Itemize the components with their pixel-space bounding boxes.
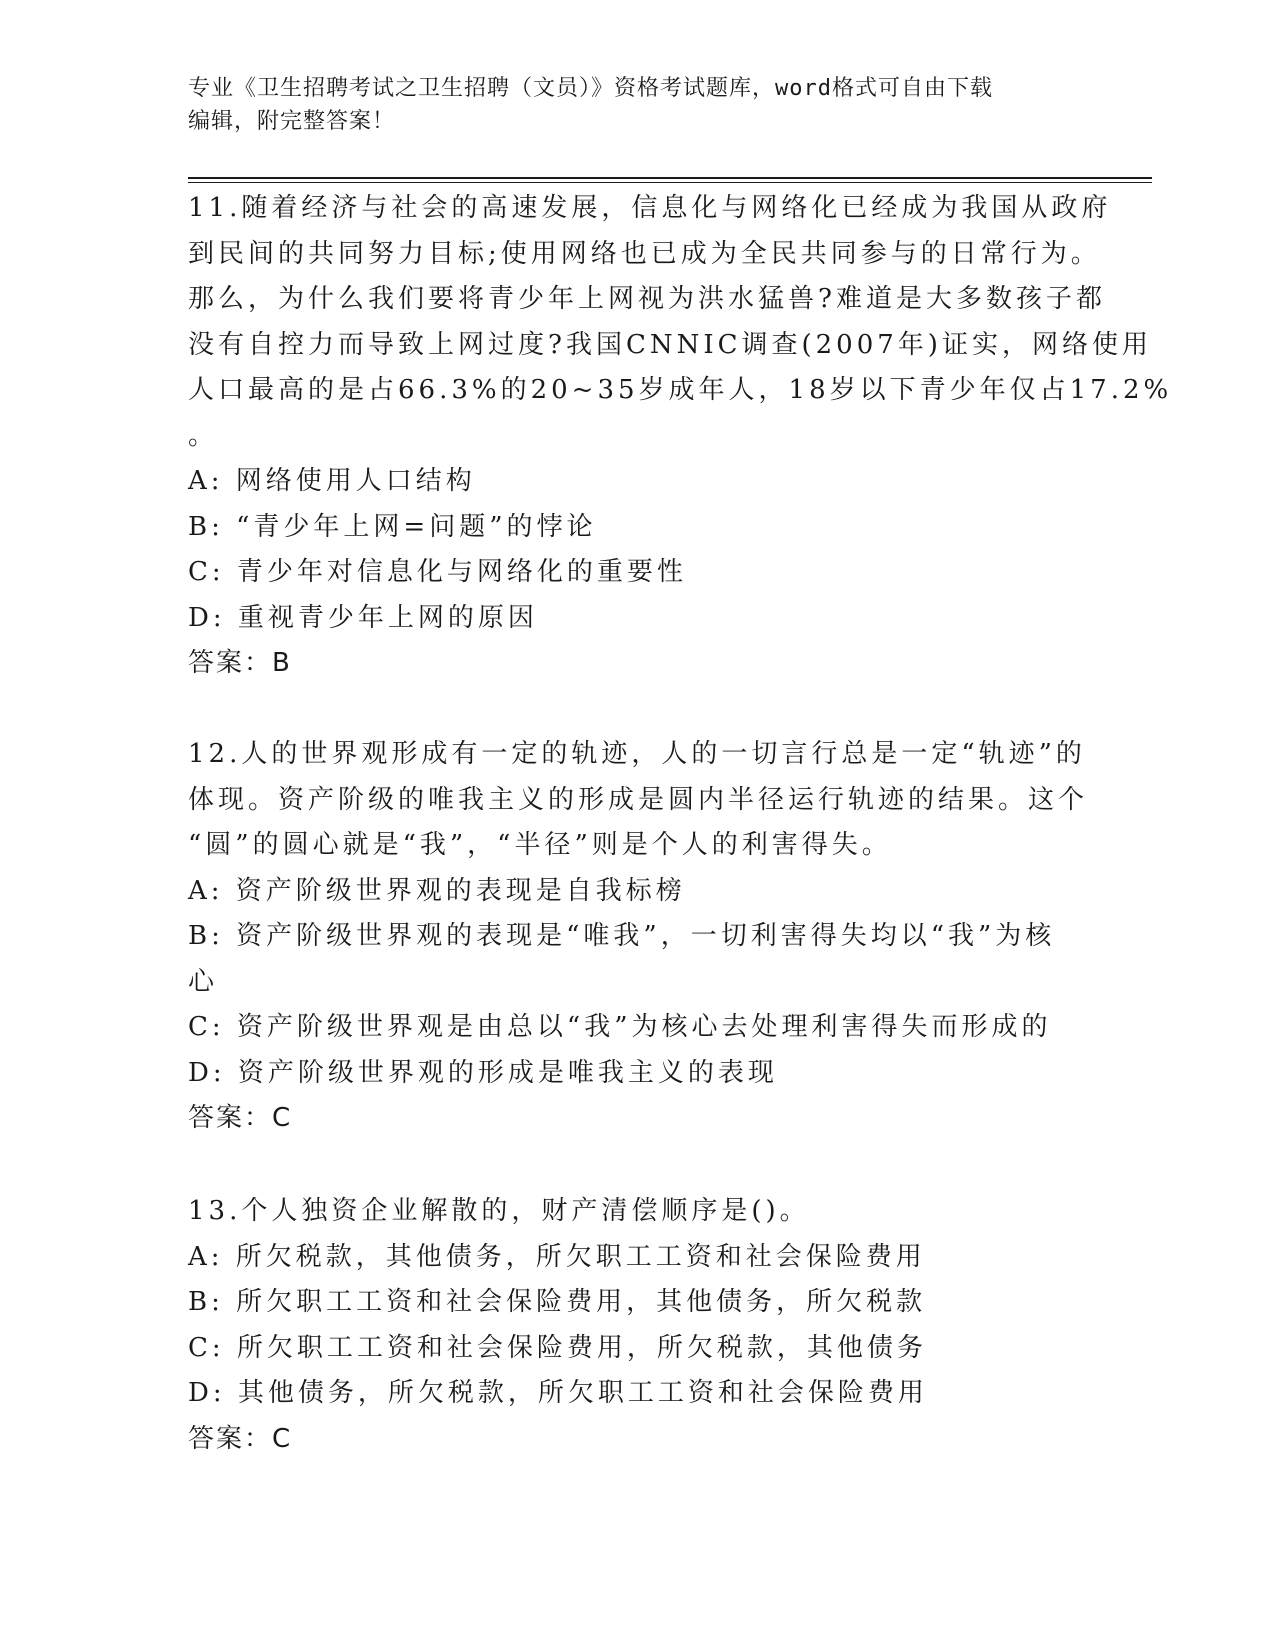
option-d: D: 资产阶级世界观的形成是唯我主义的表现 — [188, 1057, 778, 1088]
option-a: A: 网络使用人口结构 — [188, 466, 476, 496]
document-header — [188, 72, 1068, 138]
answer-label: 答案：C — [188, 1103, 293, 1133]
option-c: C: 青少年对信息化与网络化的重要性 — [188, 557, 687, 587]
question-stem-line: “圆”的圆心就是“我”，“半径”则是个人的利害得失。 — [188, 830, 892, 860]
answer-label: 答案：B — [188, 648, 292, 678]
question-stem-line: 11.随着经济与社会的高速发展，信息化与网络化已经成为我国从政府 — [188, 193, 1112, 223]
option-c: C: 所欠职工工资和社会保险费用，所欠税款，其他债务 — [188, 1332, 927, 1363]
header-rule-thin — [188, 182, 1152, 183]
option-d: D: 重视青少年上网的原因 — [188, 602, 538, 633]
header-line-1: 专业《卫生招聘考试之卫生招聘（文员）》资格考试题库，word格式可自由下载 — [188, 76, 993, 101]
header-line-2: 编辑，附完整答案！ — [188, 109, 396, 134]
option-d: D: 其他债务，所欠税款，所欠职工工资和社会保险费用 — [188, 1378, 928, 1408]
option-b-continued: 心 — [188, 966, 219, 997]
question-stem-line: 12.人的世界观形成有一定的轨迹，人的一切言行总是一定“轨迹”的 — [188, 739, 1086, 769]
question-stem-line: 。 — [188, 420, 219, 451]
question-12 — [188, 732, 1088, 1142]
option-b: B: 所欠职工工资和社会保险费用，其他债务，所欠税款 — [188, 1287, 927, 1317]
question-stem-line: 体现。资产阶级的唯我主义的形成是圆内半径运行轨迹的结果。这个 — [188, 784, 1089, 815]
question-stem-line: 人口最高的是占66.3%的20~35岁成年人，18岁以下青少年仅占17.2% — [188, 375, 1173, 405]
answer-label: 答案：C — [188, 1423, 293, 1454]
option-c: C: 资产阶级世界观是由总以“我”为核心去处理利害得失而形成的 — [188, 1012, 1052, 1042]
option-b: B: 资产阶级世界观的表现是“唯我”，一切利害得失均以“我”为核 — [188, 921, 1056, 951]
question-11 — [188, 186, 1173, 687]
question-stem-line: 13.个人独资企业解散的，财产清偿顺序是()。 — [188, 1196, 810, 1226]
header-rule-thick — [188, 177, 1152, 179]
option-b: B: “青少年上网=问题”的悖论 — [188, 511, 597, 542]
question-stem-line: 没有自控力而导致上网过度?我国CNNIC调查(2007年)证实，网络使用 — [188, 329, 1152, 360]
question-stem-line: 到民间的共同努力目标;使用网络也已成为全民共同参与的日常行为。 — [188, 238, 1101, 269]
question-stem-line: 那么，为什么我们要将青少年上网视为洪水猛兽?难道是大多数孩子都 — [188, 284, 1106, 314]
option-a: A: 资产阶级世界观的表现是自我标榜 — [188, 875, 686, 906]
question-13 — [188, 1189, 1088, 1462]
option-a: A: 所欠税款，其他债务，所欠职工工资和社会保险费用 — [188, 1241, 926, 1272]
